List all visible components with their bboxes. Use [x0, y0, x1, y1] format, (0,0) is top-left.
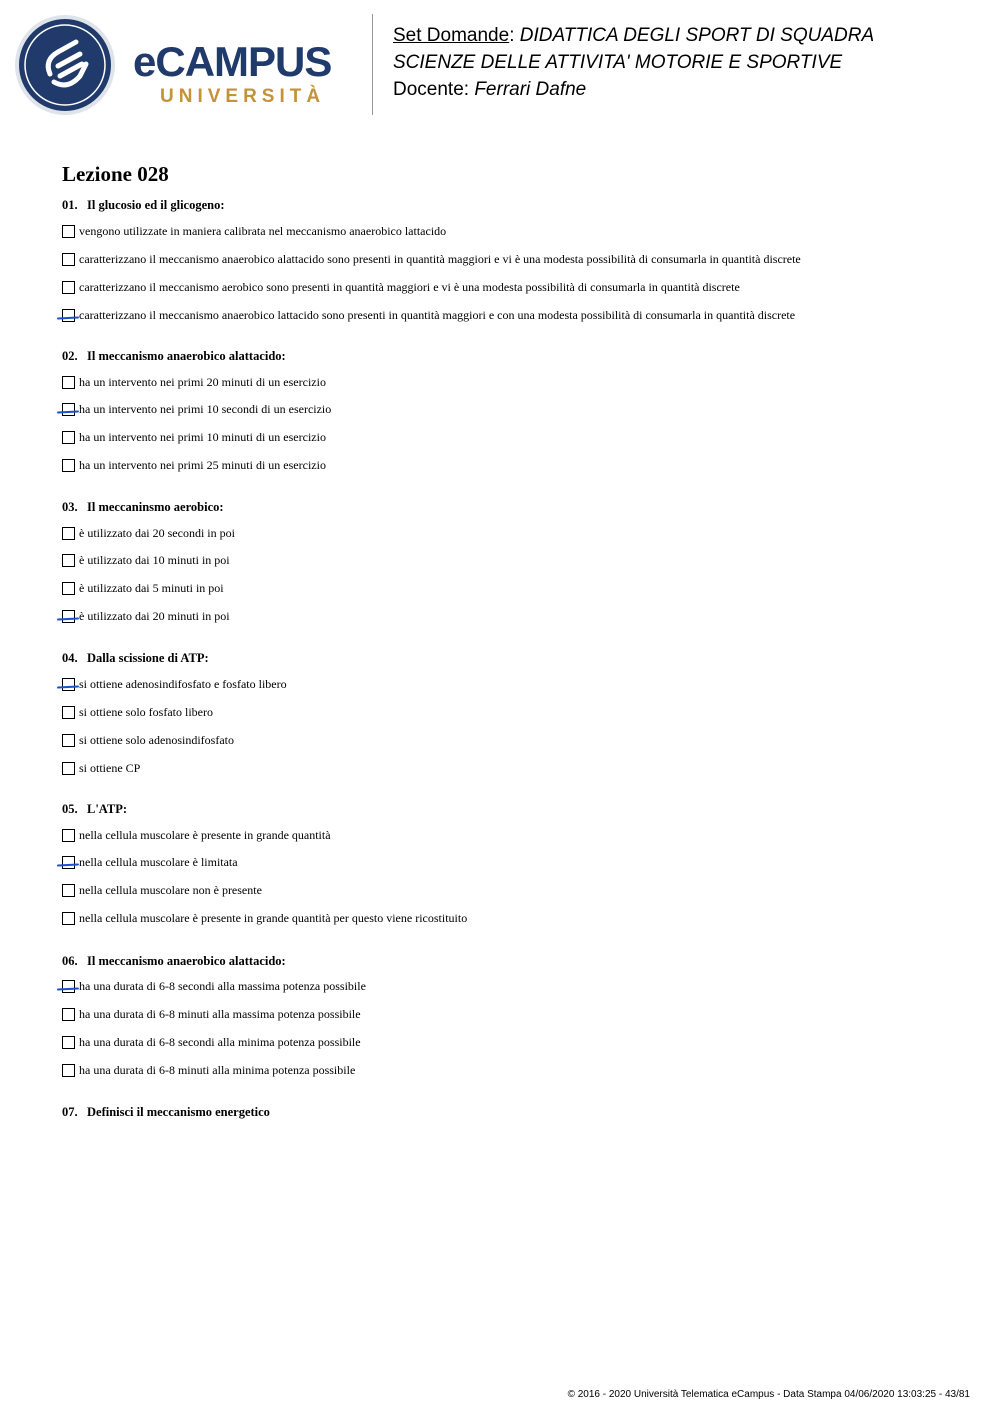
degree-name: SCIENZE DELLE ATTIVITA' MOTORIE E SPORTIVE — [393, 52, 843, 73]
question-number: 04. — [62, 651, 78, 665]
answer-option — [62, 457, 326, 473]
answer-checkbox[interactable] — [62, 706, 75, 719]
option-text: ha una durata di 6-8 minuti alla minima potenza possibile — [79, 1063, 356, 1077]
header-info — [393, 22, 874, 103]
answer-option — [62, 882, 262, 898]
answer-checkbox[interactable] — [62, 459, 75, 472]
answer-checkbox[interactable] — [62, 527, 75, 540]
question-number: 03. — [62, 500, 78, 514]
answer-checkbox[interactable] — [62, 1064, 75, 1077]
answer-option — [62, 910, 467, 926]
option-text: ha un intervento nei primi 20 minuti di un esercizio — [79, 375, 326, 389]
answer-checkbox[interactable] — [62, 431, 75, 444]
option-text: si ottiene solo adenosindifosfato — [79, 733, 234, 747]
option-text: ha un intervento nei primi 10 secondi di un esercizio — [79, 402, 332, 416]
answer-option — [62, 401, 331, 417]
option-text: ha una durata di 6-8 minuti alla massima potenza possibile — [79, 1007, 361, 1021]
answer-checkbox[interactable] — [62, 610, 75, 623]
answer-checkbox[interactable] — [62, 376, 75, 389]
option-text: si ottiene solo fosfato libero — [79, 705, 213, 719]
answer-checkbox[interactable] — [62, 734, 75, 747]
question-text: Il glucosio ed il glicogeno: — [87, 198, 225, 212]
option-text: nella cellula muscolare è presente in grande quantità — [79, 828, 331, 842]
question-number: 01. — [62, 198, 78, 212]
question-title — [62, 953, 286, 969]
answer-option — [62, 223, 446, 239]
answer-option — [62, 732, 234, 748]
option-text: vengono utilizzate in maniera calibrata nel meccanismo anaerobico lattacido — [79, 224, 447, 238]
option-text: ha una durata di 6-8 secondi alla massima potenza possibile — [79, 979, 366, 993]
footer-print-info: © 2016 - 2020 Università Telematica eCampus - Data Stampa 04/06/2020 13:03:25 - 43/81 — [567, 1389, 970, 1400]
question-text: Il meccanismo anaerobico alattacido: — [87, 954, 286, 968]
option-text: è utilizzato dai 20 secondi in poi — [79, 526, 235, 540]
option-text: è utilizzato dai 10 minuti in poi — [79, 553, 230, 567]
answer-option — [62, 552, 230, 568]
lesson-title: Lezione 028 — [62, 162, 169, 186]
answer-option — [62, 1034, 361, 1050]
answer-option — [62, 704, 213, 720]
answer-checkbox[interactable] — [62, 829, 75, 842]
answer-option — [62, 1006, 361, 1022]
pen-mark — [57, 685, 79, 688]
option-text: nella cellula muscolare è limitata — [79, 855, 238, 869]
answer-option — [62, 307, 795, 323]
set-separator: : — [509, 25, 520, 46]
option-text: ha un intervento nei primi 10 minuti di un esercizio — [79, 430, 326, 444]
option-text: ha una durata di 6-8 secondi alla minima potenza possibile — [79, 1035, 361, 1049]
teacher-name: Ferrari Dafne — [474, 79, 587, 100]
answer-option — [62, 760, 140, 776]
question-number: 05. — [62, 802, 78, 816]
answer-checkbox[interactable] — [62, 582, 75, 595]
question-text: Definisci il meccanismo energetico — [87, 1105, 270, 1119]
pen-mark — [57, 617, 79, 620]
pen-mark — [57, 410, 79, 413]
answer-option — [62, 525, 235, 541]
answer-checkbox[interactable] — [62, 253, 75, 266]
answer-option — [62, 429, 326, 445]
answer-option — [62, 1062, 355, 1078]
question-text: Dalla scissione di ATP: — [87, 651, 209, 665]
teacher-line — [393, 76, 874, 103]
question-number: 02. — [62, 349, 78, 363]
answer-option — [62, 279, 740, 295]
option-text: è utilizzato dai 20 minuti in poi — [79, 609, 230, 623]
option-text: nella cellula muscolare è presente in grande quantità per questo viene ricostituito — [79, 911, 468, 925]
option-text: si ottiene CP — [79, 761, 141, 775]
option-text: caratterizzano il meccanismo anaerobico alattacido sono presenti in quantità maggiori e vi è una modesta possibilità di consumarla in quantità discrete — [79, 252, 801, 266]
answer-checkbox[interactable] — [62, 912, 75, 925]
brand-name: eCAMPUS — [133, 38, 332, 85]
question-title — [62, 499, 224, 515]
option-text: nella cellula muscolare non è presente — [79, 883, 262, 897]
answer-option — [62, 676, 287, 692]
answer-checkbox[interactable] — [62, 281, 75, 294]
answer-option — [62, 608, 230, 624]
answer-checkbox[interactable] — [62, 980, 75, 993]
pen-mark — [57, 863, 79, 866]
course-name: DIDATTICA DEGLI SPORT DI SQUADRA — [519, 25, 875, 46]
answer-option — [62, 251, 801, 267]
set-label: Set Domande — [393, 25, 510, 46]
answer-checkbox[interactable] — [62, 884, 75, 897]
question-text: L'ATP: — [87, 802, 128, 816]
option-text: si ottiene adenosindifosfato e fosfato libero — [79, 677, 287, 691]
answer-option — [62, 854, 238, 870]
answer-checkbox[interactable] — [62, 403, 75, 416]
answer-checkbox[interactable] — [62, 678, 75, 691]
question-title — [62, 197, 225, 213]
question-text: Il meccaninsmo aerobico: — [87, 500, 224, 514]
question-title — [62, 650, 209, 666]
answer-option — [62, 827, 331, 843]
question-title — [62, 348, 286, 364]
question-title — [62, 1104, 270, 1120]
question-number: 06. — [62, 954, 78, 968]
answer-checkbox[interactable] — [62, 225, 75, 238]
question-text: Il meccanismo anaerobico alattacido: — [87, 349, 286, 363]
answer-checkbox[interactable] — [62, 856, 75, 869]
brand-subtitle: UNIVERSITÀ — [160, 86, 326, 107]
answer-checkbox[interactable] — [62, 554, 75, 567]
option-text: caratterizzano il meccanismo aerobico sono presenti in quantità maggiori e vi è una modesta possibilità di consumarla in quantità discrete — [79, 280, 740, 294]
option-text: caratterizzano il meccanismo anaerobico lattacido sono presenti in quantità maggiori e con una modesta possibilità di consumarla in quantità discrete — [79, 308, 796, 322]
header-divider — [372, 14, 373, 115]
answer-checkbox[interactable] — [62, 762, 75, 775]
answer-checkbox[interactable] — [62, 309, 75, 322]
pen-mark — [57, 316, 79, 319]
answer-option — [62, 978, 366, 994]
pen-mark — [57, 987, 79, 990]
answer-checkbox[interactable] — [62, 1036, 75, 1049]
question-title — [62, 801, 127, 817]
answer-option — [62, 580, 224, 596]
ecampus-emblem-logo — [14, 14, 116, 116]
option-text: è utilizzato dai 5 minuti in poi — [79, 581, 224, 595]
answer-checkbox[interactable] — [62, 1008, 75, 1021]
set-line — [393, 22, 874, 49]
answer-option — [62, 374, 326, 390]
question-number: 07. — [62, 1105, 78, 1119]
option-text: ha un intervento nei primi 25 minuti di un esercizio — [79, 458, 326, 472]
teacher-label: Docente: — [393, 79, 475, 100]
